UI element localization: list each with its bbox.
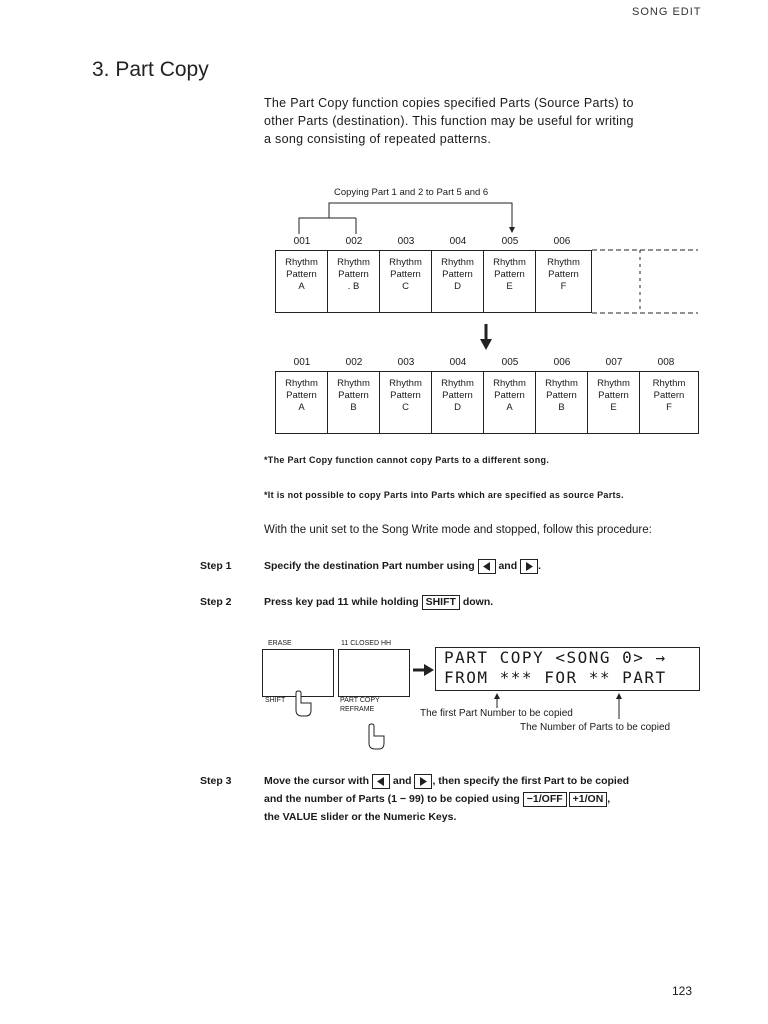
lcd-arrow-head bbox=[424, 664, 434, 676]
closed-hh-label: 11 CLOSED HH bbox=[341, 640, 392, 647]
intro-line: The Part Copy function copies specified Parts (Source Parts) to bbox=[264, 96, 634, 110]
part-number: 004 bbox=[449, 236, 467, 247]
down-arrow-head bbox=[480, 339, 492, 350]
left-arrow-key-icon bbox=[372, 774, 390, 789]
note-source-parts: *It is not possible to copy Parts into Parts which are specified as source Parts. bbox=[264, 490, 624, 500]
first-part-annotation: The first Part Number to be copied bbox=[420, 708, 573, 719]
step-1-text: Specify the destination Part number using and . bbox=[264, 560, 541, 572]
top-row-numbers bbox=[276, 236, 588, 247]
left-arrow-key-icon bbox=[478, 559, 496, 574]
section-tag-text: SONG EDIT bbox=[632, 6, 702, 18]
part-number: 003 bbox=[397, 236, 415, 247]
bottom-row-numbers bbox=[276, 357, 692, 368]
part-number: 006 bbox=[553, 357, 571, 368]
part-cell: Rhythm Pattern . B bbox=[328, 251, 380, 312]
right-arrow-key-icon bbox=[520, 559, 538, 574]
part-cell: Rhythm Pattern C bbox=[380, 372, 432, 433]
part-cell: Rhythm Pattern F bbox=[547, 257, 580, 292]
intro-line: other Parts (destination). This function may be useful for writing bbox=[264, 114, 634, 128]
part-copy-label: PART COPY bbox=[340, 697, 380, 704]
plus-one-on-key: +1/ON bbox=[569, 792, 608, 807]
step-1-label: Step 1 bbox=[200, 560, 232, 572]
shift-label: SHIFT bbox=[265, 697, 286, 704]
part-cell: Rhythm Pattern D bbox=[432, 251, 484, 312]
part-cell: Rhythm Pattern E bbox=[484, 251, 536, 312]
part-cell: Rhythm Pattern F bbox=[652, 378, 686, 413]
part-number: 001 bbox=[293, 236, 311, 247]
finger-press-icon bbox=[296, 691, 311, 716]
step-2-text: Press key pad 11 while holding SHIFT down. bbox=[264, 596, 494, 608]
part-cell: Rhythm Pattern E bbox=[588, 372, 640, 433]
step-3-label: Step 3 bbox=[200, 775, 232, 787]
part-number: 005 bbox=[501, 236, 519, 247]
part-number: 001 bbox=[293, 357, 311, 368]
finger-press-icon bbox=[369, 724, 384, 749]
part-number: 003 bbox=[397, 357, 415, 368]
part-cell: Rhythm Pattern A bbox=[276, 251, 328, 312]
page-number: 123 bbox=[672, 984, 693, 998]
part-cell: Rhythm Pattern C bbox=[380, 251, 432, 312]
num-parts-annotation: The Number of Parts to be copied bbox=[520, 722, 671, 733]
copy-arrow-head bbox=[509, 227, 515, 233]
lcd-line-1: PART COPY <SONG 0> → bbox=[444, 648, 667, 667]
part-number: 008 bbox=[657, 357, 675, 368]
part-number: 004 bbox=[449, 357, 467, 368]
shift-key: SHIFT bbox=[422, 595, 460, 610]
part-number: 005 bbox=[501, 357, 519, 368]
procedure-intro: With the unit set to the Song Write mode and stopped, follow this procedure: bbox=[264, 524, 652, 536]
part-number: 002 bbox=[345, 357, 363, 368]
part-cell: Rhythm Pattern B bbox=[536, 372, 588, 433]
part-number: 006 bbox=[553, 236, 571, 247]
part-cell: Rhythm Pattern D bbox=[432, 372, 484, 433]
step-3-text: Move the cursor with and , then specify the first Part to be copied and the number of Parts (1 − 99) to be copied using −1/OFF +1/ON , the VALUE slider or the Numeric Keys. bbox=[264, 775, 630, 823]
lcd-display bbox=[435, 647, 700, 691]
bottom-part-row bbox=[275, 371, 699, 434]
erase-label: ERASE bbox=[268, 640, 292, 647]
right-arrow-key-icon bbox=[414, 774, 432, 789]
note-different-song: *The Part Copy function cannot copy Parts to a different song. bbox=[264, 455, 550, 465]
first-part-pointer-head bbox=[494, 693, 500, 699]
step-2-label: Step 2 bbox=[200, 596, 232, 608]
part-cell: Rhythm Pattern B bbox=[328, 372, 380, 433]
part-number: 002 bbox=[345, 236, 363, 247]
diagram-caption: Copying Part 1 and 2 to Part 5 and 6 bbox=[334, 187, 489, 198]
part-cell: Rhythm Pattern A bbox=[484, 372, 536, 433]
reframe-label: REFRAME bbox=[340, 706, 375, 713]
part-number: 007 bbox=[605, 357, 623, 368]
intro-line: a song consisting of repeated patterns. bbox=[264, 132, 492, 146]
page-title: 3. Part Copy bbox=[92, 58, 209, 81]
lcd-line-2: FROM *** FOR ** PART bbox=[444, 668, 667, 687]
part-cell: Rhythm Pattern A bbox=[276, 372, 328, 433]
num-parts-pointer-head bbox=[616, 693, 622, 699]
minus-one-off-key: −1/OFF bbox=[523, 792, 567, 807]
top-part-row bbox=[275, 250, 592, 313]
